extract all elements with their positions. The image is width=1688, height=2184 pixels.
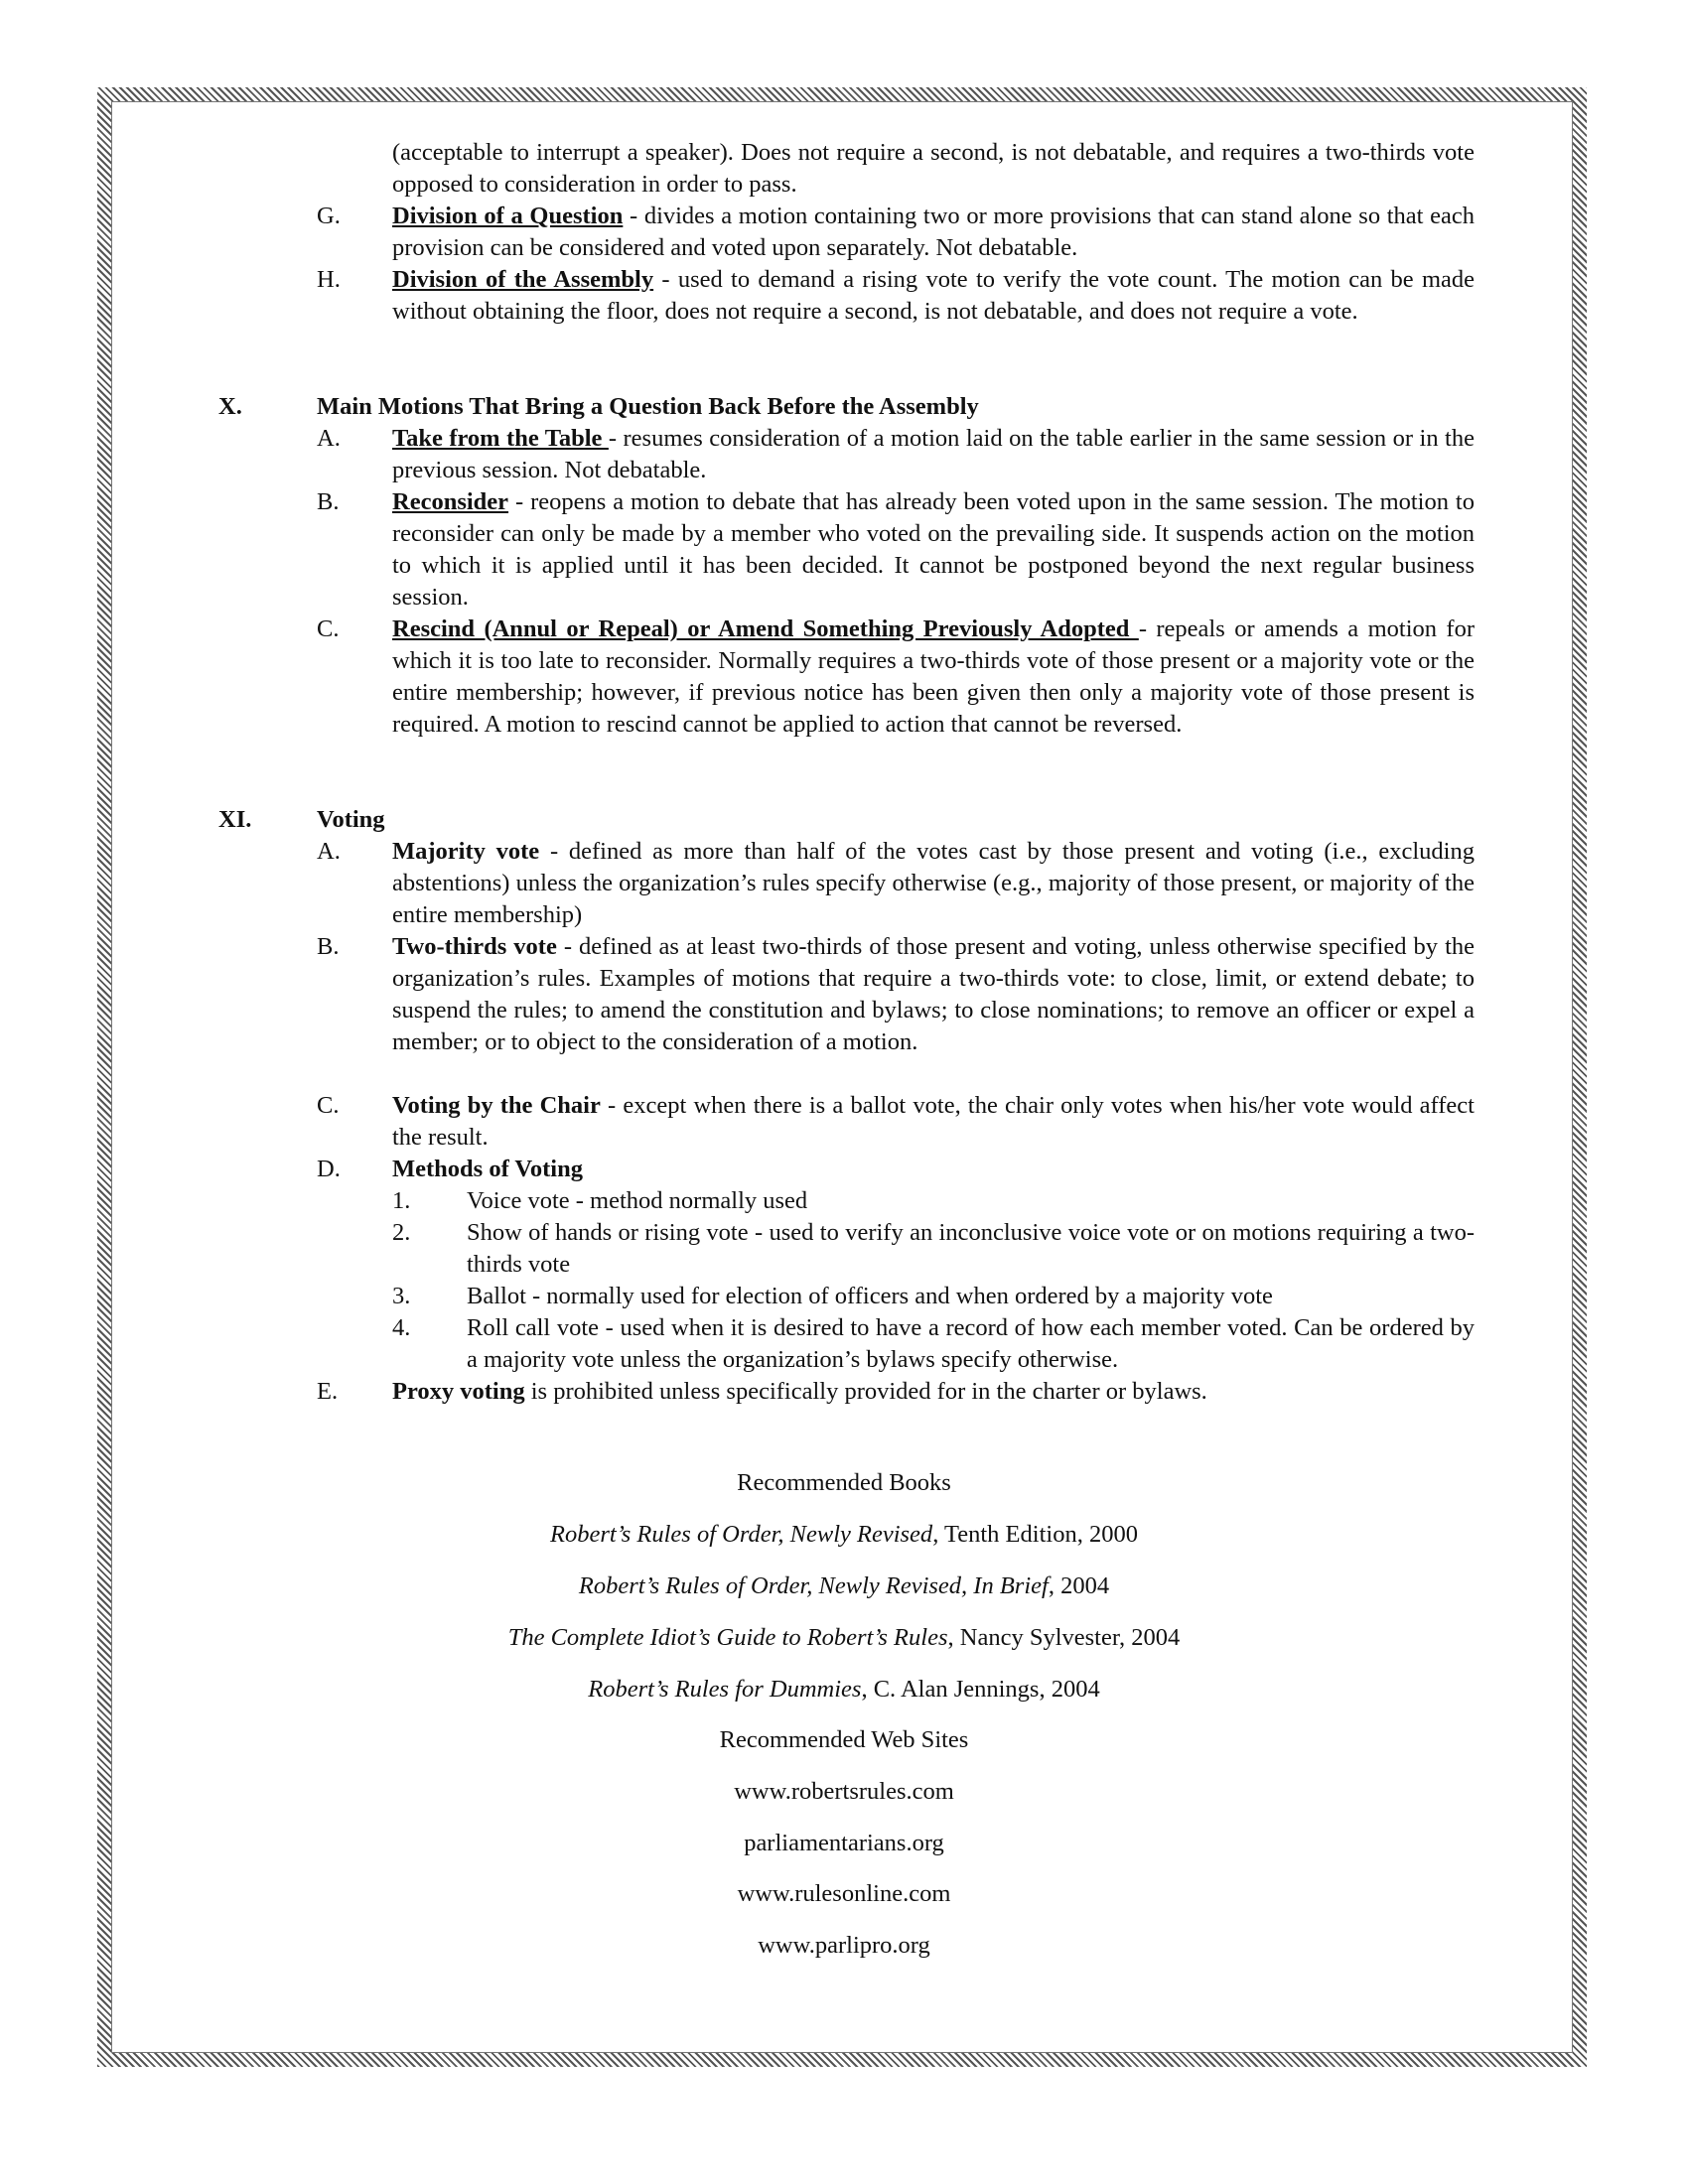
item-term: Voting by the Chair <box>392 1092 601 1119</box>
item-term: Majority vote <box>392 838 540 865</box>
method-number: 3. <box>392 1283 411 1309</box>
item-letter: B. <box>317 488 340 515</box>
item-division-of-assembly <box>392 264 1475 328</box>
item-division-of-question <box>392 201 1475 264</box>
item-majority-vote <box>392 836 1475 931</box>
book-title: Robert’s Rules of Order, Newly Revised, In Brief <box>578 1572 1049 1599</box>
book-details: , C. Alan Jennings, 2004 <box>861 1676 1100 1703</box>
section-numeral: X. <box>218 393 242 420</box>
item-reconsider <box>392 486 1475 614</box>
book-entry <box>0 1519 1688 1551</box>
method-number: 4. <box>392 1314 411 1341</box>
section-numeral: XI. <box>218 806 252 833</box>
recommended-books-heading: Recommended Books <box>737 1469 951 1496</box>
recommended-sites-heading: Recommended Web Sites <box>719 1726 969 1753</box>
method-voice-vote: Voice vote - method normally used <box>467 1187 808 1214</box>
item-letter: A. <box>317 838 341 865</box>
section-title: Main Motions That Bring a Question Back Before the Assembly <box>317 393 979 420</box>
item-term: Take from the Table <box>392 425 609 452</box>
website-link[interactable]: www.rulesonline.com <box>737 1880 951 1907</box>
item-text: - except when there is a ballot vote, the chair only votes when his/her vote would affect the result. <box>392 1092 1475 1151</box>
section-title: Voting <box>317 806 385 833</box>
book-details: , Nancy Sylvester, 2004 <box>947 1624 1181 1651</box>
book-entry <box>0 1674 1688 1706</box>
item-two-thirds-vote <box>392 931 1475 1058</box>
book-title: The Complete Idiot’s Guide to Robert’s Rules <box>507 1624 948 1651</box>
method-ballot: Ballot - normally used for election of officers and when ordered by a majority vote <box>467 1283 1273 1309</box>
item-take-from-table <box>392 423 1475 486</box>
item-letter: C. <box>317 1092 340 1119</box>
method-number: 2. <box>392 1219 411 1246</box>
item-letter: G. <box>317 203 341 229</box>
item-term: Two-thirds vote <box>392 933 557 960</box>
item-term: Reconsider <box>392 488 509 515</box>
item-letter: A. <box>317 425 341 452</box>
book-title: Robert’s Rules for Dummies <box>588 1676 862 1703</box>
item-term: Division of the Assembly <box>392 266 654 293</box>
item-rescind <box>392 614 1475 741</box>
item-text: - used to demand a rising vote to verify the vote count. The motion can be made without obtaining the floor, does not require a second, is not debatable, and does not require a vote. <box>392 266 1476 325</box>
item-text: - resumes consideration of a motion laid on the table earlier in the same session or in the previous session. Not debatable. <box>392 425 1475 483</box>
method-roll-call: Roll call vote - used when it is desired to have a record of how each member voted. Can be ordered by a majority vote unless the organization’s bylaws specify otherwise. <box>467 1314 1475 1373</box>
continued-paragraph: (acceptable to interrupt a speaker). Does not require a second, is not debatable, and requires a two-thirds vote opposed to consideration in order to pass. <box>392 139 1475 198</box>
item-text: is prohibited unless specifically provided for in the charter or bylaws. <box>524 1378 1207 1405</box>
item-text: - reopens a motion to debate that has already been voted upon in the same session. The motion to reconsider can only be made by a member who voted on the prevailing side. It suspends action on the motion to which it is applied until it has been decided. It cannot be postponed beyond the next regular business session. <box>392 488 1475 611</box>
website-link[interactable]: www.robertsrules.com <box>734 1778 954 1805</box>
item-term: Methods of Voting <box>392 1156 583 1182</box>
item-letter: B. <box>317 933 340 960</box>
website-link[interactable]: parliamentarians.org <box>744 1830 944 1856</box>
method-number: 1. <box>392 1187 411 1214</box>
book-details: , 2004 <box>1048 1572 1110 1599</box>
item-text: - divides a motion containing two or more provisions that can stand alone so that each provision can be considered and voted upon separately. Not debatable. <box>392 203 1475 261</box>
item-letter: D. <box>317 1156 341 1182</box>
item-letter: E. <box>317 1378 339 1405</box>
item-text: - defined as more than half of the votes cast by those present and voting (i.e., excluding abstentions) unless the organization’s rules specify otherwise (e.g., majority of those present, or majority of the entire membership) <box>392 838 1475 928</box>
method-show-of-hands: Show of hands or rising vote - used to verify an inconclusive voice vote or on motions requiring a two-thirds vote <box>467 1219 1475 1278</box>
item-proxy-voting <box>392 1376 1475 1408</box>
item-letter: H. <box>317 266 341 293</box>
website-link[interactable]: www.parlipro.org <box>758 1932 930 1959</box>
item-text: - repeals or amends a motion for which it is too late to reconsider. Normally requires a two-thirds vote of those present or a majority vote or the entire membership; however, if previous notice has been given then only a majority vote of those present is required. A motion to rescind cannot be applied to action that cannot be reversed. <box>392 615 1475 738</box>
book-title: Robert’s Rules of Order, Newly Revised <box>550 1521 933 1548</box>
item-text: - defined as at least two-thirds of those present and voting, unless otherwise specified by the organization’s rules. Examples of motions that require a two-thirds vote: to close, limit, or extend debate; to suspend the rules; to amend the constitution and bylaws; to close nominations; to remove an officer or expel a member; or to object to the consideration of a motion. <box>392 933 1475 1055</box>
item-term: Rescind (Annul or Repeal) or Amend Something Previously Adopted <box>392 615 1139 642</box>
book-details: , Tenth Edition, 2000 <box>932 1521 1138 1548</box>
item-methods-of-voting <box>392 1154 1475 1185</box>
item-voting-by-chair <box>392 1090 1475 1154</box>
item-term: Proxy voting <box>392 1378 525 1405</box>
item-term: Division of a Question <box>392 203 624 229</box>
book-entry <box>0 1622 1688 1654</box>
book-entry <box>0 1570 1688 1602</box>
item-letter: C. <box>317 615 340 642</box>
